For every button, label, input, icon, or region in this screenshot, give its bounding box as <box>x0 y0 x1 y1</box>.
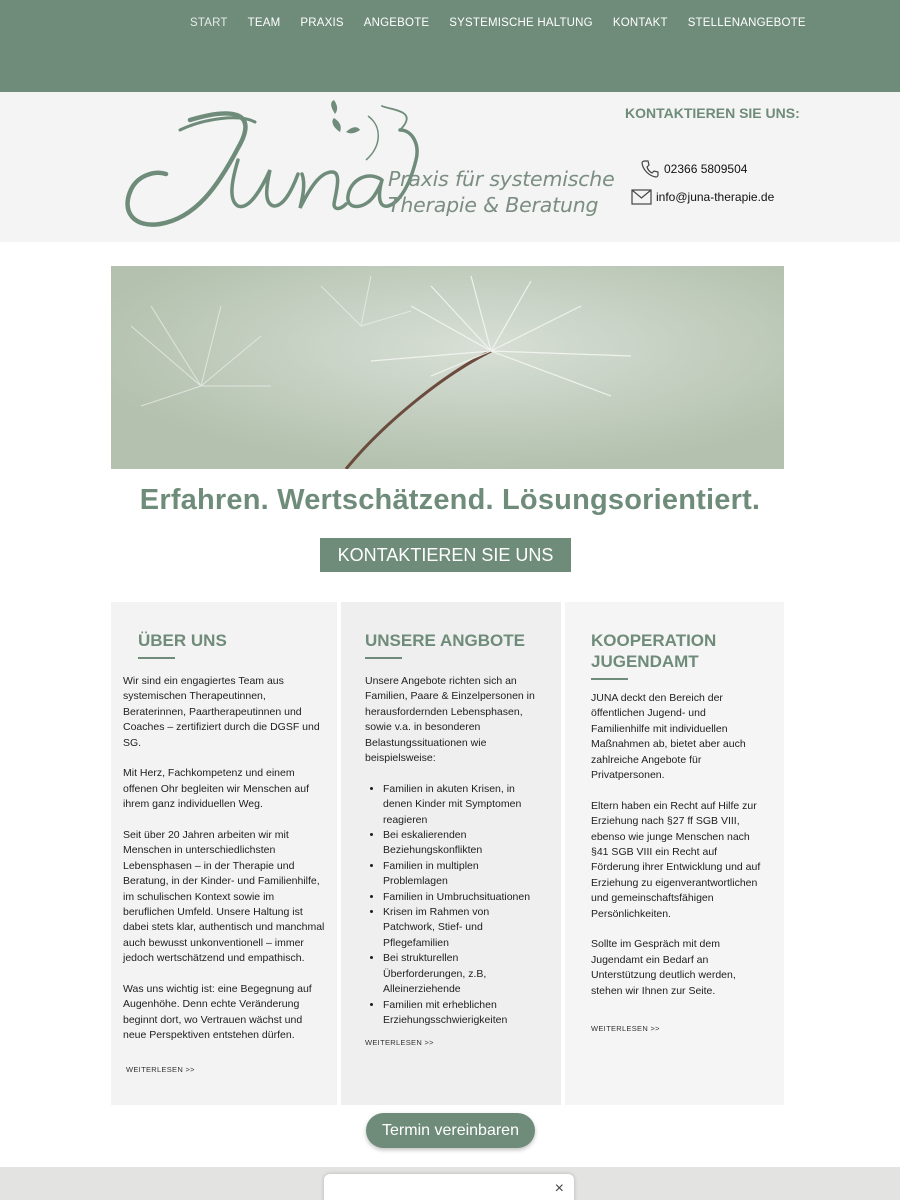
card-about-divider <box>138 657 175 659</box>
card-about-title: ÜBER UNS <box>138 631 227 650</box>
site-header <box>0 92 900 242</box>
nav-item-stellenangebote[interactable]: STELLENANGEBOTE <box>687 17 806 29</box>
list-item: • Familien in Umbruchsituationen <box>383 890 543 905</box>
offers-intro: Unsere Angebote richten sich an Familien, Paare & Einzelpersonen in herausfordernden Lebensphasen, sowie v.a. in besonderen Belastungssituationen wie beispielsweise: <box>365 675 535 765</box>
cooperation-read-more-link[interactable]: WEITERLESEN >> <box>591 1024 660 1033</box>
nav-item-kontakt[interactable]: KONTAKT <box>612 17 668 29</box>
phone-contact[interactable] <box>640 159 747 179</box>
card-cooperation <box>565 602 784 1105</box>
hero-headline: Erfahren. Wertschätzend. Lösungsorientiert. <box>139 484 761 516</box>
card-about-text <box>123 674 326 1059</box>
about-read-more-link[interactable]: WEITERLESEN >> <box>126 1065 195 1074</box>
dandelion-seed-image <box>111 266 784 469</box>
close-icon[interactable]: × <box>554 1180 564 1197</box>
contact-heading: KONTAKTIEREN SIE UNS: <box>625 105 800 121</box>
hero-image-dandelion <box>111 266 784 469</box>
cooperation-title-line-1: KOOPERATION <box>591 631 717 650</box>
list-item: • Krisen im Rahmen von Patchwork, Stief- und Pflegefamilien <box>383 905 543 951</box>
card-cooperation-title <box>591 630 716 672</box>
cooperation-paragraph: JUNA deckt den Bereich der öffentlichen Jugend- und Familienhilfe mit individuellen Maßnahmen ab, bietet aber auch zahlreiche Angebote für Privatpersonen. <box>591 692 746 782</box>
nav-item-praxis[interactable]: PRAXIS <box>300 17 344 29</box>
chat-popup[interactable] <box>324 1174 574 1200</box>
card-offers-divider <box>365 657 402 659</box>
mail-icon <box>631 189 652 205</box>
top-navigation <box>0 0 900 92</box>
card-cooperation-divider <box>591 678 628 680</box>
about-paragraph: Seit über 20 Jahren arbeiten wir mit Menschen in unterschiedlichsten Lebensphasen – in der Therapie und Beratung, in der Kinder- und Familienhilfe, im schulischen Kontext sowie im beruflichen Umfeld. Unsere Haltung ist dabei stets klar, authentisch und manchmal auch bewusst unkonventionell – immer jedoch wertschätzend und empathisch. <box>123 829 325 965</box>
tagline-line-2: Therapie & Beratung <box>388 193 599 217</box>
about-paragraph: Was uns wichtig ist: eine Begegnung auf Augenhöhe. Denn echte Veränderung beginnt dort, wo Vertrauen wächst und neue Perspektiven entstehen dürfen. <box>123 983 312 1042</box>
list-item: • Familien mit erheblichen Erziehungsschwierigkeiten <box>383 998 543 1029</box>
offers-read-more-link[interactable]: WEITERLESEN >> <box>365 1038 434 1047</box>
cooperation-paragraph: Sollte im Gespräch mit dem Jugendamt ein Bedarf an Unterstützung deutlich werden, stehen wir Ihnen zur Seite. <box>591 938 736 997</box>
card-offers-text <box>365 674 543 1028</box>
nav-item-angebote[interactable]: ANGEBOTE <box>363 17 430 29</box>
about-paragraph: Mit Herz, Fachkompetenz und einem offenen Ohr begleiten wir Menschen auf ihrem ganz individuellen Weg. <box>123 767 310 811</box>
nav-item-team[interactable]: TEAM <box>247 17 281 29</box>
phone-icon <box>640 159 660 179</box>
card-offers-title: UNSERE ANGBOTE <box>365 631 525 650</box>
card-about-us <box>111 602 337 1105</box>
nav-item-systemische-haltung[interactable]: SYSTEMISCHE HALTUNG <box>449 17 593 29</box>
offers-list <box>365 782 543 1029</box>
list-item: • Bei strukturellen Überforderungen, z.B, Alleinerziehende <box>383 951 543 997</box>
card-offers <box>341 602 561 1105</box>
about-paragraph: Wir sind ein engagiertes Team aus systemischen Therapeutinnen, Beraterinnen, Paartherapeutinnen und Coaches – zertifiziert durch die DGSF und SG. <box>123 675 320 749</box>
card-cooperation-text <box>591 691 766 1014</box>
email-address: info@juna-therapie.de <box>656 190 775 204</box>
contact-cta-button[interactable]: KONTAKTIEREN SIE UNS <box>320 538 571 572</box>
book-appointment-button[interactable]: Termin vereinbaren <box>366 1113 535 1148</box>
tagline-line-1: Praxis für systemische <box>388 167 615 191</box>
email-contact[interactable] <box>631 189 774 205</box>
list-item: • Familien in multiplen Problemlagen <box>383 859 543 890</box>
practice-tagline <box>388 166 615 218</box>
nav-menu <box>180 17 816 29</box>
cooperation-title-line-2: JUGENDAMT <box>591 652 699 671</box>
leaf-icon <box>331 100 360 133</box>
cooperation-paragraph: Eltern haben ein Recht auf Hilfe zur Erziehung nach §27 ff SGB VIII, ebenso wie junge Menschen nach §41 SGB VIII ein Recht auf Förderung ihrer Entwicklung und auf Erziehung zu eigenverantwortlichen und gemeinschaftsfähigen Persönlichkeiten. <box>591 799 761 920</box>
list-item: • Bei eskalierenden Beziehungskonflikten <box>383 828 543 859</box>
list-item: • Familien in akuten Krisen, in denen Kinder mit Symptomen reagieren <box>383 782 543 828</box>
phone-number: 02366 5809504 <box>664 162 748 176</box>
nav-item-start[interactable]: START <box>190 17 228 29</box>
